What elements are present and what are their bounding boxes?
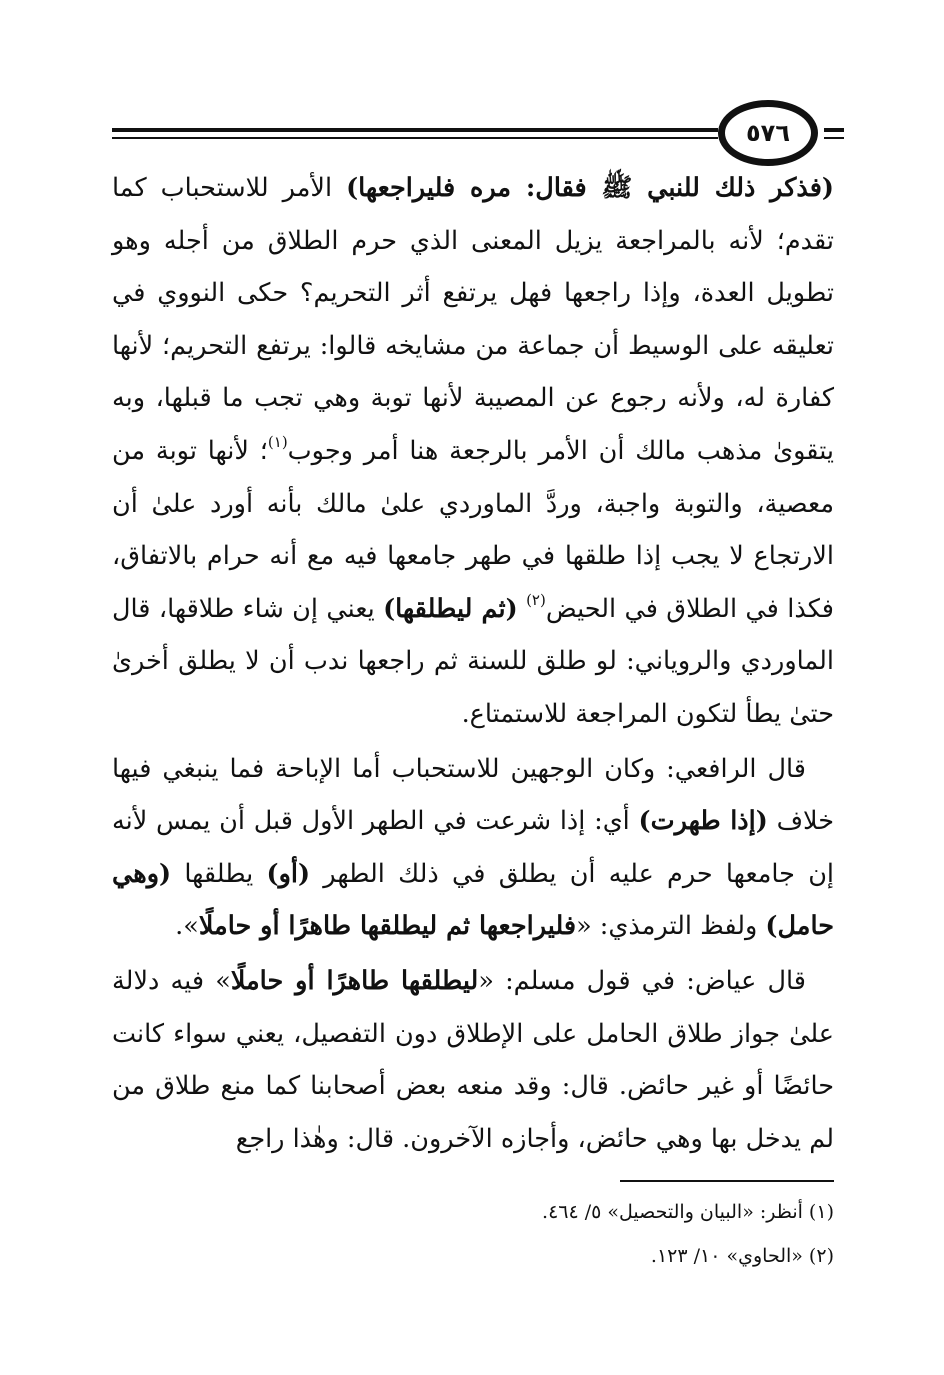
- commentary-text: أي: إذا شرعت في الطهر الأول قبل أن يمس لأنه إن جامعها حرم عليه أن يطلق في ذلك الطهر: [112, 806, 835, 889]
- header-rule-thin: [112, 137, 718, 139]
- paragraph: [112, 743, 834, 953]
- page-number: ٥٧٦: [718, 100, 818, 166]
- commentary-text: ».: [175, 911, 199, 942]
- footnote: (١) أنظر: «البيان والتحصيل» ٥/ ٤٦٤.: [542, 1201, 834, 1223]
- header-rule-right-thick: [824, 128, 844, 132]
- footnote: (٢) «الحاوي» ١٠/ ١٢٣.: [650, 1245, 834, 1267]
- header-rule-right-thin: [824, 137, 844, 139]
- paragraph: [112, 955, 834, 1165]
- footnote-reference: (١): [267, 432, 288, 451]
- footnote-reference: (٢): [526, 590, 546, 609]
- paragraph: [112, 162, 834, 741]
- commentary-text: » فيه دلالة علىٰ جواز طلاق الحامل على الإطلاق دون التفصيل، يعني سواء كانت حائضًا أو غير حائض. قال: وقد منعه بعض أصحابنا كما منع طلاق من لم يدخل بها وهي حائض، وأجازه الآخرون. قال: وهٰذا راجع: [112, 965, 834, 1154]
- commentary-text: قال الرافعي: وكان الوجهين للاستحباب أما الإباحة فما ينبغي فيها خلاف: [112, 753, 834, 837]
- footnote-separator: [620, 1180, 834, 1182]
- quoted-text: (وهي حامل): [112, 858, 834, 942]
- quoted-text: ليطلقها طاهرًا أو حاملًا: [230, 965, 479, 996]
- commentary-text: الأمر للاستحباب كما تقدم؛ لأنه بالمراجعة يزيل المعنى الذي حرم الطلاق من أجله وهو تطويل العدة، وإذا راجعها فهل يرتفع أثر التحريم؟ حكى النووي في تعليقه على الوسيط أن جماعة من مشايخه قالوا: يرتفع التحريم؛ لأنها كفارة له، ولأنه رجوع عن المصيبة لأنها توبة وهي تجب ما قبلها، وبه يتقوىٰ مذهب مالك أن الأمر بالرجعة هنا أمر وجوب: [112, 173, 834, 466]
- commentary-text: يطلقها: [171, 858, 267, 889]
- commentary-text: يعني إن شاء طلاقها، قال الماوردي والروياني: لو طلق للسنة ثم راجعها ندب أن لا يطلق أخرىٰ حتىٰ يطأ لتكون المراجعة للاستمتاع.: [112, 593, 834, 729]
- commentary-text: ؛ لأنها توبة من معصية، والتوبة واجبة، وردَّ الماوردي علىٰ مالك بأنه أورد علىٰ أن الارتجاع لا يجب إذا طلقها في طهر جامعها فيه مع أنه حرام بالاتفاق، فكذا في الطلاق في الحيض: [112, 435, 834, 624]
- quoted-text: (فذكر ذلك للنبي ﷺ فقال: مره فليراجعها): [346, 173, 834, 203]
- quoted-text: (إذا طهرت): [638, 806, 768, 837]
- quoted-text: (أو): [266, 858, 311, 889]
- main-text: [112, 162, 834, 1165]
- commentary-text: قال عياض: في قول مسلم: «: [478, 965, 807, 996]
- quoted-text: (ثم ليطلقها): [383, 593, 518, 624]
- commentary-text: ولفظ الترمذي: «: [576, 911, 766, 942]
- footnotes: [112, 1190, 834, 1278]
- header-rule-thick: [112, 128, 718, 132]
- commentary-text: [518, 594, 526, 624]
- quoted-text: فليراجعها ثم ليطلقها طاهرًا أو حاملًا: [198, 911, 577, 942]
